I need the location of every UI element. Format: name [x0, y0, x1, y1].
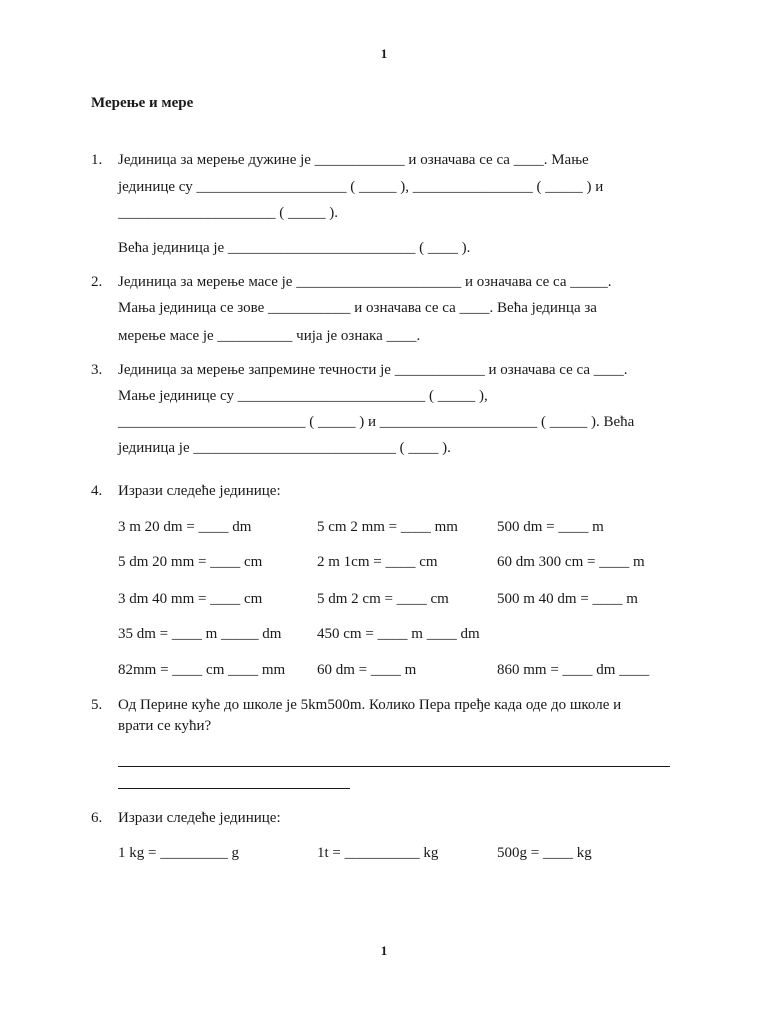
page-title: Мерење и мере — [91, 95, 194, 111]
question-3-line-2: Мање јединице су _________________________ ( _____ ), — [118, 388, 488, 404]
mass-conversion-item: 1t = __________ kg — [317, 845, 439, 861]
conversion-item: 60 dm = ____ m — [317, 662, 417, 678]
question-5-line-2: врати се кући? — [118, 718, 212, 734]
conversion-item: 5 cm 2 mm = ____ mm — [317, 519, 458, 535]
answer-line — [118, 766, 670, 767]
question-1-line-3: _____________________ ( _____ ). — [118, 205, 338, 221]
conversion-item: 500 m 40 dm = ____ m — [497, 591, 638, 607]
question-6-number: 6. — [91, 810, 103, 826]
question-1-number: 1. — [91, 152, 103, 168]
conversion-item: 60 dm 300 cm = ____ m — [497, 554, 645, 570]
question-3-line-1: Јединица за мерење запремине течности је ____________ и означава се са ____. — [118, 362, 628, 378]
question-4-number: 4. — [91, 483, 103, 499]
question-3-number: 3. — [91, 362, 103, 378]
question-1-line-1: Јединица за мерење дужине је ____________ и означава се са ____. Мање — [118, 152, 589, 168]
question-3-line-3: _________________________ ( _____ ) и _____________________ ( _____ ). Већа — [118, 414, 635, 430]
question-2-line-2: Мања јединица се зове ___________ и означава се са ____. Већа јединца за — [118, 300, 597, 316]
page-number-top: 1 — [380, 46, 388, 61]
question-2-line-3: мерење масе је __________ чија је ознака ____. — [118, 328, 421, 344]
conversion-item: 2 m 1cm = ____ cm — [317, 554, 438, 570]
conversion-item: 450 cm = ____ m ____ dm — [317, 626, 480, 642]
conversion-item: 5 dm 2 cm = ____ cm — [317, 591, 449, 607]
mass-conversion-item: 500g = ____ kg — [497, 845, 592, 861]
answer-line — [118, 788, 350, 789]
question-6-prompt: Изрази следеће јединице: — [118, 810, 281, 826]
question-2-number: 2. — [91, 274, 103, 290]
conversion-item: 860 mm = ____ dm ____ — [497, 662, 650, 678]
question-3-line-4: јединица је ___________________________ ( ____ ). — [118, 440, 451, 456]
question-1-line-4: Већа јединица је _________________________ ( ____ ). — [118, 240, 471, 256]
conversion-item: 3 dm 40 mm = ____ cm — [118, 591, 263, 607]
page-number-bottom: 1 — [380, 943, 388, 958]
conversion-item: 35 dm = ____ m _____ dm — [118, 626, 282, 642]
conversion-item: 500 dm = ____ m — [497, 519, 604, 535]
question-5-line-1: Од Перине куће до школе је 5km500m. Колико Пера пређе када оде до школе и — [118, 697, 622, 713]
conversion-item: 3 m 20 dm = ____ dm — [118, 519, 252, 535]
conversion-item: 5 dm 20 mm = ____ cm — [118, 554, 263, 570]
question-1-line-2: јединице су ____________________ ( _____ ), ________________ ( _____ ) и — [118, 179, 604, 195]
question-2-line-1: Јединица за мерење масе је ______________________ и означава се са _____. — [118, 274, 612, 290]
conversion-item: 82mm = ____ cm ____ mm — [118, 662, 286, 678]
question-4-prompt: Изрази следеће јединице: — [118, 483, 281, 499]
mass-conversion-item: 1 kg = _________ g — [118, 845, 239, 861]
question-5-number: 5. — [91, 697, 103, 713]
